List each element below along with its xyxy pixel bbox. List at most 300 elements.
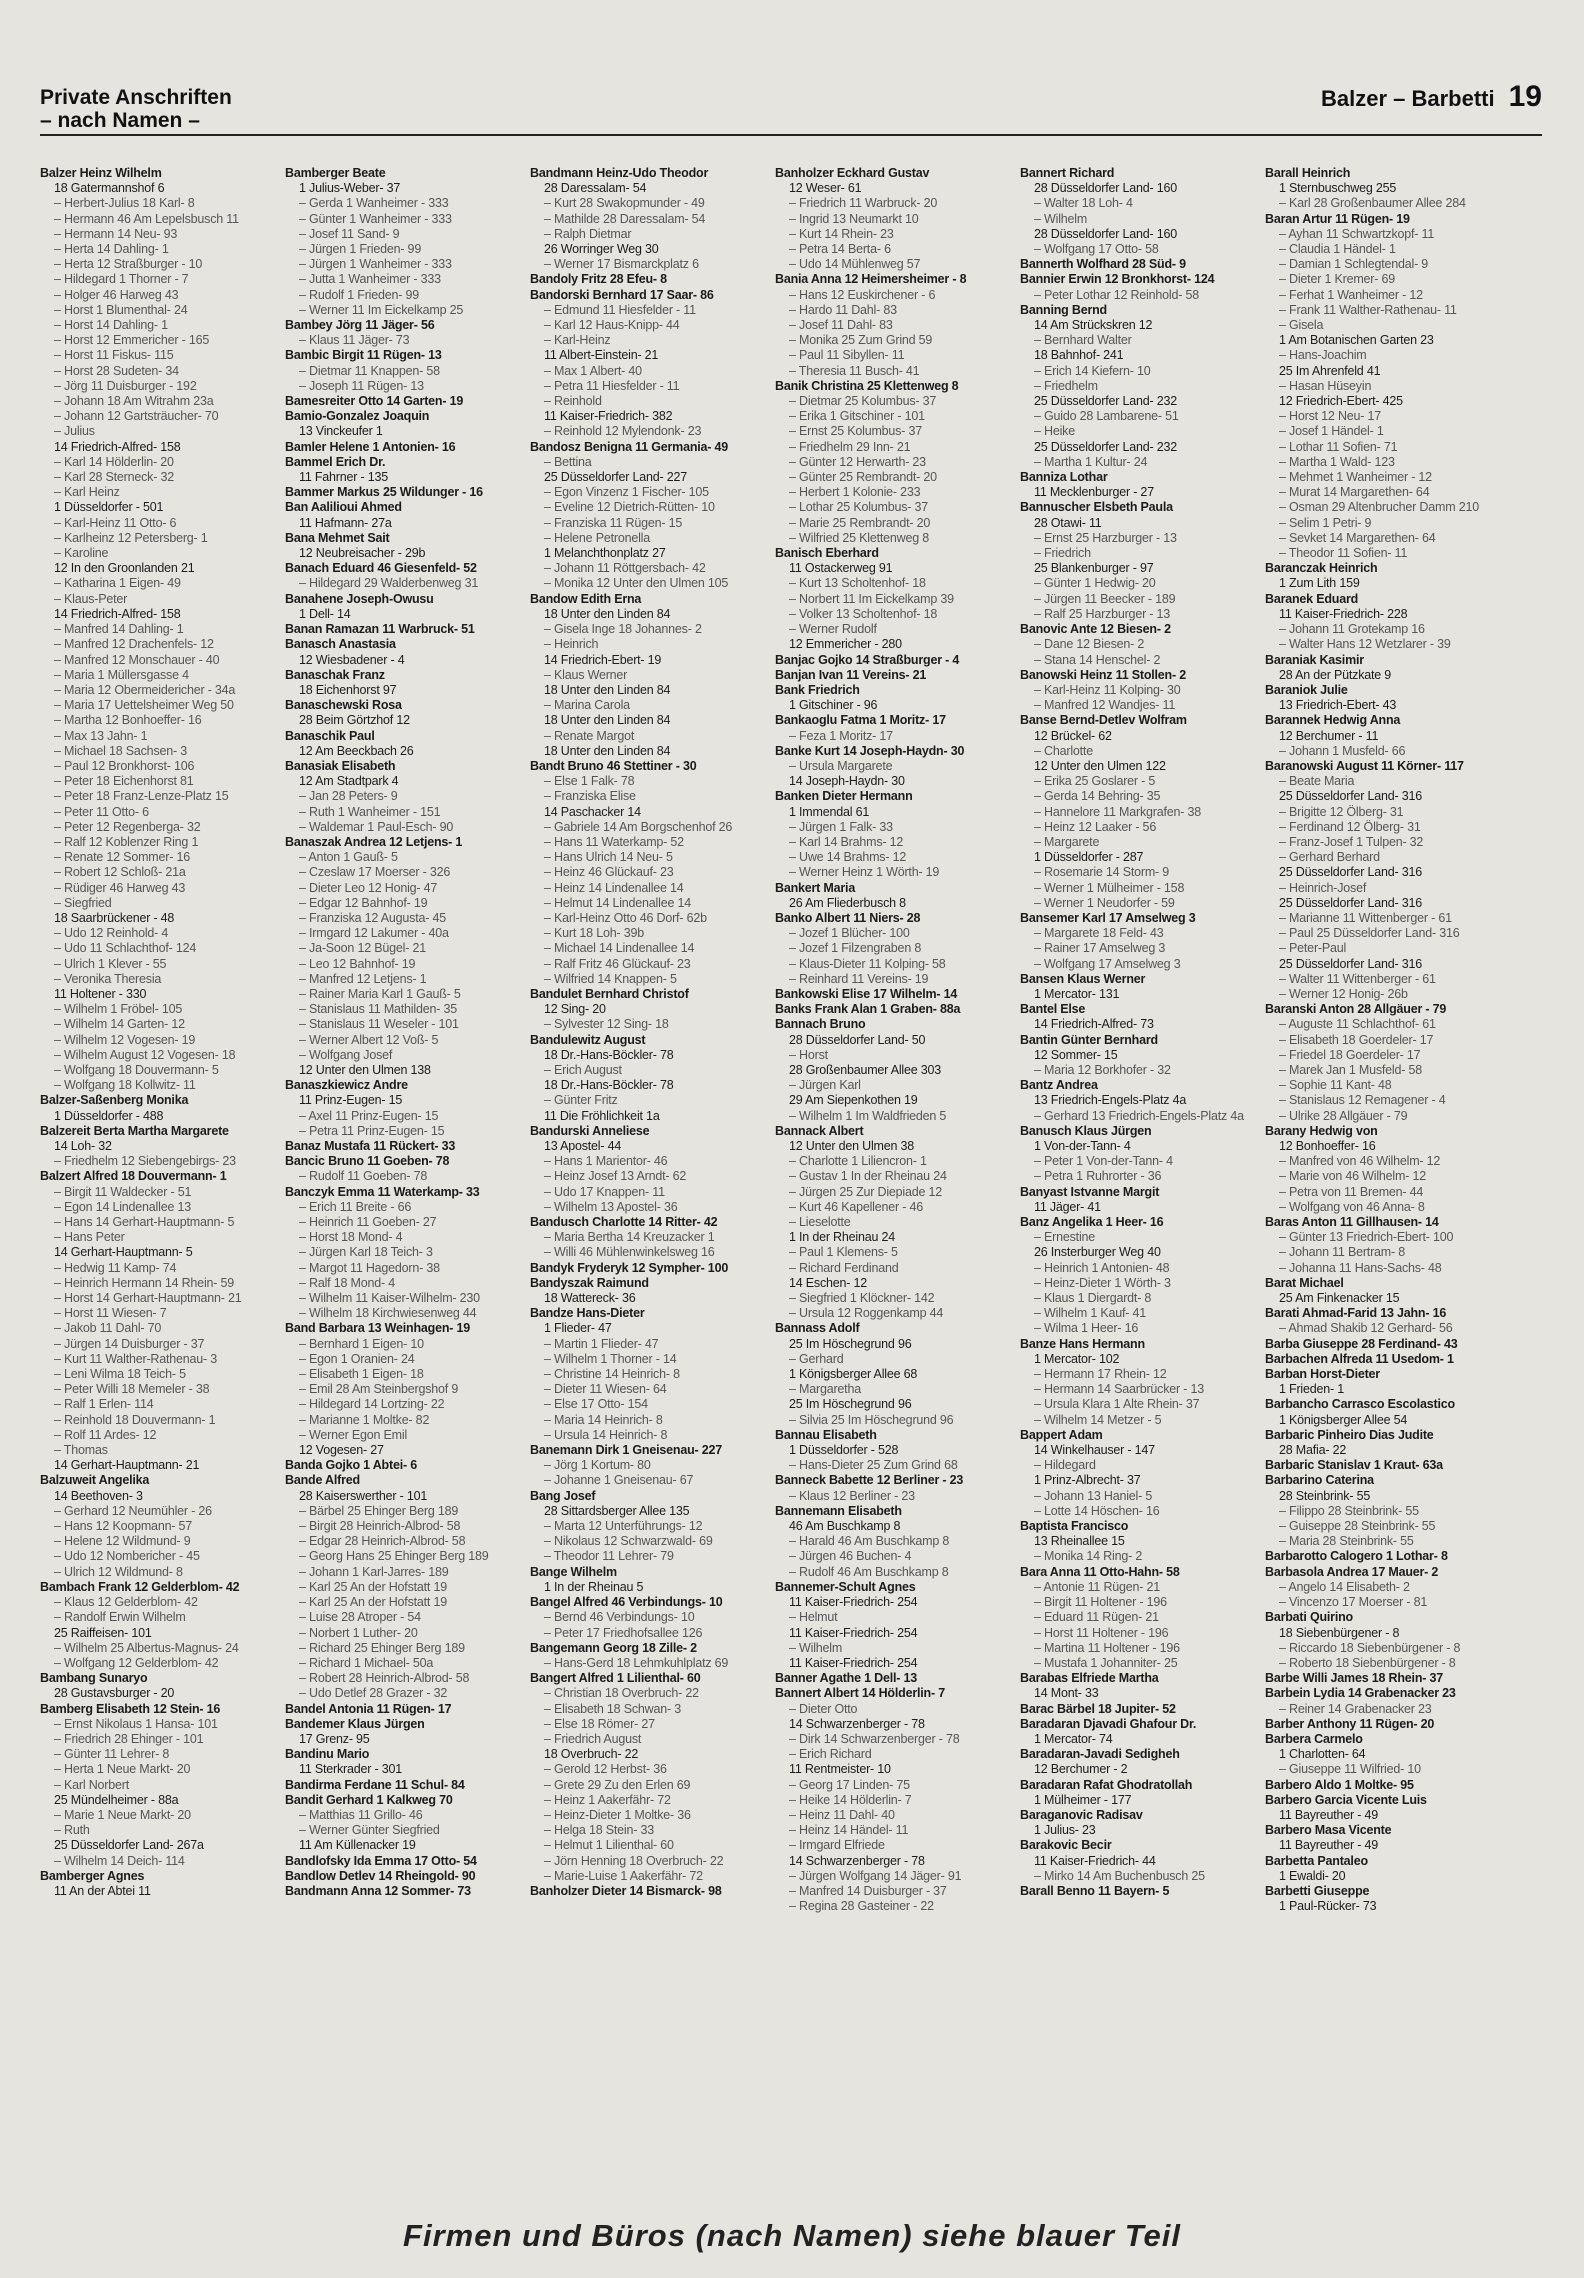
- directory-entry: Banovic Ante 12 Biesen- 2: [1020, 622, 1171, 637]
- directory-entry: – Wilhelm 1 Im Waldfrieden 5: [789, 1108, 947, 1123]
- directory-entry: – Hermann 17 Rhein- 12: [1034, 1367, 1167, 1382]
- directory-entry: – Paul 11 Sibyllen- 11: [789, 348, 905, 363]
- directory-entry: – Michael 18 Sachsen- 3: [54, 743, 187, 758]
- directory-column: [775, 166, 1020, 2206]
- directory-entry: 1 Flieder- 47: [544, 1321, 612, 1336]
- directory-entry: – Karl 12 Haus-Knipp- 44: [544, 318, 680, 333]
- directory-entry: – Jürgen 25 Zur Diepiade 12: [789, 1184, 943, 1199]
- directory-entry: Banjac Gojko 14 Straßburger - 4: [775, 652, 960, 667]
- directory-entry: – Klaus 1 Diergardt- 8: [1034, 1291, 1152, 1306]
- directory-entry: – Werner 11 Im Eickelkamp 25: [299, 302, 464, 317]
- directory-entry: 18 Unter den Linden 84: [544, 606, 671, 621]
- directory-entry: – Margot 11 Hagedorn- 38: [299, 1260, 440, 1275]
- directory-entry: 12 Brückel- 62: [1034, 728, 1112, 743]
- directory-entry: – Theodor 11 Sofien- 11: [1279, 546, 1408, 561]
- directory-entry: – Reinhold 18 Douvermann- 1: [54, 1412, 216, 1427]
- directory-entry: – Udo 11 Schlachthof- 124: [54, 941, 197, 956]
- directory-entry: – Martha 1 Wald- 123: [1279, 454, 1395, 469]
- directory-entry: – Klaus 11 Jäger- 73: [299, 333, 410, 348]
- directory-entry: Bamberger Agnes: [40, 1868, 145, 1883]
- directory-entry: – Ja-Soon 12 Bügel- 21: [299, 941, 426, 956]
- directory-entry: – Sophie 11 Kant- 48: [1279, 1078, 1392, 1093]
- directory-entry: – Manfred 12 Wandjes- 11: [1034, 698, 1176, 713]
- directory-entry: – Hans Ulrich 14 Neu- 5: [544, 850, 673, 865]
- directory-entry: 14 Winkelhauser - 147: [1034, 1443, 1155, 1458]
- directory-entry: Banaschak Franz: [285, 667, 385, 682]
- directory-entry: – Riccardo 18 Siebenbürgener - 8: [1279, 1640, 1461, 1655]
- directory-entry: – Jörg 11 Duisburger - 192: [54, 378, 197, 393]
- directory-entry: 18 Dr.-Hans-Böckler- 78: [544, 1047, 674, 1062]
- directory-entry: – Johann 12 Gartsträucher- 70: [54, 409, 219, 424]
- directory-entry: Barber Anthony 11 Rügen- 20: [1265, 1716, 1435, 1731]
- directory-entry: – Roberto 18 Siebenbürgener - 8: [1279, 1655, 1456, 1670]
- directory-entry: 12 Unter den Ulmen 38: [789, 1139, 915, 1153]
- directory-entry: – Petra 14 Berta- 6: [789, 242, 891, 257]
- directory-entry: 11 Kaiser-Friedrich- 254: [789, 1655, 918, 1670]
- directory-entry: – Else 17 Otto- 154: [544, 1397, 648, 1412]
- directory-entry: 11 Ostackerweg 91: [789, 561, 893, 576]
- directory-entry: Balzer Heinz Wilhelm: [40, 166, 162, 180]
- directory-entry: Bankaoglu Fatma 1 Moritz- 17: [775, 713, 946, 728]
- directory-entry: – Stanislaus 11 Mathilden- 35: [299, 1002, 457, 1017]
- directory-entry: – Silvia 25 Im Höschegrund 96: [789, 1412, 954, 1427]
- directory-entry: – Reinhard 11 Vereins- 19: [789, 971, 929, 986]
- directory-entry: – Hans-Gerd 18 Lehmkuhlplatz 69: [544, 1655, 729, 1670]
- directory-entry: – Udo Detlef 28 Grazer - 32: [299, 1686, 448, 1701]
- directory-entry: 12 Bonhoeffer- 16: [1279, 1139, 1376, 1153]
- directory-entry: – Horst 11 Fiskus- 115: [54, 348, 174, 363]
- directory-entry: – Marianne 1 Moltke- 82: [299, 1412, 430, 1427]
- section-title: [40, 86, 232, 132]
- directory-entry: Bambang Sunaryo: [40, 1671, 148, 1686]
- directory-entry: Banze Hans Hermann: [1020, 1336, 1145, 1351]
- directory-entry: – Edgar 28 Heinrich-Albrod- 58: [299, 1534, 466, 1549]
- directory-entry: Bamler Helene 1 Antonien- 16: [285, 439, 456, 454]
- directory-entry: Bannemer-Schult Agnes: [775, 1579, 916, 1594]
- directory-entry: 25 Düsseldorfer Land- 316: [1279, 956, 1423, 971]
- directory-entry: – Maria 17 Uettelsheimer Weg 50: [54, 698, 234, 713]
- directory-entry: – Ralf Fritz 46 Glückauf- 23: [544, 956, 691, 971]
- directory-entry: – Mehmet 1 Wanheimer - 12: [1279, 470, 1432, 485]
- directory-entry: 1 Düsseldorfer - 528: [789, 1443, 899, 1458]
- directory-entry: – Heinrich-Josef: [1279, 880, 1367, 895]
- directory-entry: 25 Im Höschegrund 96: [789, 1397, 912, 1412]
- directory-entry: – Ferdinand 12 Ölberg- 31: [1279, 819, 1421, 834]
- directory-entry: – Jürgen 14 Duisburger - 37: [54, 1336, 205, 1351]
- directory-entry: 14 Friedrich-Alfred- 158: [54, 606, 181, 621]
- directory-entry: – Friedhelm 12 Siebengebirgs- 23: [54, 1154, 236, 1169]
- directory-entry: – Julius: [54, 424, 95, 439]
- directory-entry: – Günter 1 Wanheimer - 333: [299, 211, 452, 226]
- directory-entry: – Anton 1 Gauß- 5: [299, 850, 398, 865]
- directory-entry: – Hans-Joachim: [1279, 348, 1367, 363]
- directory-entry: – Petra 11 Hiesfelder - 11: [544, 378, 680, 393]
- directory-entry: – Dane 12 Biesen- 2: [1034, 637, 1145, 652]
- directory-entry: Baranczak Heinrich: [1265, 561, 1378, 576]
- directory-entry: Baran Artur 11 Rügen- 19: [1265, 211, 1410, 226]
- directory-entry: 18 Gatermannshof 6: [54, 181, 165, 196]
- directory-entry: Banholzer Eckhard Gustav: [775, 166, 930, 180]
- directory-entry: – Kurt 14 Rhein- 23: [789, 226, 894, 241]
- directory-entry: Barati Ahmad-Farid 13 Jahn- 16: [1265, 1306, 1447, 1321]
- directory-entry: 18 Wattereck- 36: [544, 1291, 636, 1306]
- directory-entry: – Ernestine: [1034, 1230, 1096, 1245]
- directory-entry: Barbachen Alfreda 11 Usedom- 1: [1265, 1351, 1454, 1366]
- directory-entry: – Bernhard Walter: [1034, 333, 1132, 348]
- directory-entry: 18 Dr.-Hans-Böckler- 78: [544, 1078, 674, 1093]
- directory-entry: Banneck Babette 12 Berliner - 23: [775, 1473, 964, 1488]
- directory-entry: – Erika 1 Gitschiner - 101: [789, 409, 925, 424]
- directory-entry: Band Barbara 13 Weinhagen- 19: [285, 1321, 471, 1336]
- directory-entry: – Ulrike 28 Allgäuer - 79: [1279, 1108, 1408, 1123]
- directory-entry: – Helene 12 Wildmund- 9: [54, 1534, 191, 1549]
- directory-entry: 18 Eichenhorst 97: [299, 682, 397, 697]
- directory-entry: 28 Daressalam- 54: [544, 181, 647, 196]
- directory-entry: – Hermann 14 Saarbrücker - 13: [1034, 1382, 1204, 1397]
- directory-entry: Bandmann Anna 12 Sommer- 73: [285, 1883, 471, 1898]
- directory-entry: – Hans 14 Gerhart-Hauptmann- 5: [54, 1215, 235, 1230]
- directory-entry: Bantel Else: [1020, 1002, 1086, 1017]
- directory-entry: – Werner Albert 12 Voß- 5: [299, 1032, 439, 1047]
- directory-entry: – Hardo 11 Dahl- 83: [789, 302, 897, 317]
- directory-entry: – Dieter Leo 12 Honig- 47: [299, 880, 438, 895]
- directory-entry: – Johann 11 Bertram- 8: [1279, 1245, 1405, 1260]
- directory-entry: 28 Kaiserswerther - 101: [299, 1488, 428, 1503]
- directory-entry: 26 Worringer Weg 30: [544, 242, 659, 257]
- directory-entry: – Elisabeth 18 Goerdeler- 17: [1279, 1032, 1434, 1047]
- directory-entry: Banaszak Andrea 12 Letjens- 1: [285, 834, 463, 849]
- directory-entry: Bammer Markus 25 Wildunger - 16: [285, 485, 483, 500]
- directory-entry: – Helmut: [789, 1610, 838, 1625]
- directory-entry: – Erich Richard: [789, 1747, 872, 1762]
- directory-entry: – Ingrid 13 Neumarkt 10: [789, 211, 919, 226]
- directory-entry: – Udo 14 Mühlenweg 57: [789, 257, 921, 272]
- directory-entry: – Walter 11 Wittenberger - 61: [1279, 971, 1436, 986]
- directory-entry: Banniza Lothar: [1020, 470, 1108, 485]
- directory-entry: – Jürgen Wolfgang 14 Jäger- 91: [789, 1868, 962, 1883]
- directory-entry: 1 Prinz-Albrecht- 37: [1034, 1473, 1141, 1488]
- directory-entry: Bania Anna 12 Heimersheimer - 8: [775, 272, 967, 287]
- directory-entry: – Theresia 11 Busch- 41: [789, 363, 920, 378]
- directory-entry: Barbero Garcia Vicente Luis: [1265, 1792, 1427, 1807]
- directory-entry: – Manfred 12 Drachenfels- 12: [54, 637, 214, 652]
- directory-entry: – Jürgen 1 Falk- 33: [789, 819, 893, 834]
- directory-entry: – Auguste 11 Schlachthof- 61: [1279, 1017, 1436, 1032]
- directory-entry: 11 Albert-Einstein- 21: [544, 348, 659, 363]
- directory-entry: Baradaran Djavadi Ghafour Dr.: [1020, 1716, 1197, 1731]
- directory-entry: – Edmund 11 Hiesfelder - 11: [544, 302, 696, 317]
- directory-entry: – Paul 1 Klemens- 5: [789, 1245, 898, 1260]
- directory-entry: Barat Michael: [1265, 1275, 1344, 1290]
- directory-entry: – Vincenzo 17 Moerser - 81: [1279, 1595, 1428, 1610]
- directory-entry: 12 Berchumer - 11: [1279, 728, 1379, 743]
- directory-entry: – Maria 14 Heinrich- 8: [544, 1412, 663, 1427]
- directory-entry: – Johann 11 Grotekamp 16: [1279, 622, 1425, 637]
- directory-entry: – Rosemarie 14 Storm- 9: [1034, 865, 1170, 880]
- directory-entry: 25 Düsseldorfer Land- 316: [1279, 865, 1423, 880]
- footer-note: Firmen und Büros (nach Namen) siehe blauer Teil: [403, 2218, 1181, 2253]
- directory-entry: 11 Die Fröhlichkeit 1a: [544, 1108, 660, 1123]
- directory-entry: 14 Joseph-Haydn- 30: [789, 774, 905, 789]
- directory-entry: Banko Albert 11 Niers- 28: [775, 910, 921, 925]
- directory-entry: 11 Am Küllenacker 19: [299, 1838, 416, 1853]
- directory-entry: – Erich 14 Kiefern- 10: [1034, 363, 1151, 378]
- directory-entry: – Günter Fritz: [544, 1093, 618, 1108]
- directory-entry: 14 Am Strückskren 12: [1034, 318, 1153, 333]
- directory-entry: 12 Vogesen- 27: [299, 1443, 384, 1458]
- directory-entry: Barbaric Pinheiro Dias Judite: [1265, 1427, 1434, 1442]
- directory-entry: – Wolfgang von 46 Anna- 8: [1279, 1199, 1425, 1214]
- directory-entry: Banaschewski Rosa: [285, 698, 402, 713]
- directory-entry: 1 Melanchthonplatz 27: [544, 546, 666, 561]
- directory-entry: – Paul 12 Bronkhorst- 106: [54, 758, 195, 773]
- directory-entry: – Günter 1 Hedwig- 20: [1034, 576, 1156, 591]
- directory-entry: Bamio-Gonzalez Joaquin: [285, 409, 430, 424]
- directory-entry: Bannau Elisabeth: [775, 1427, 877, 1442]
- directory-entry: 14 Schwarzenberger - 78: [789, 1716, 925, 1731]
- directory-entry: 12 Berchumer - 2: [1034, 1762, 1128, 1777]
- directory-entry: – Egon 1 Oranien- 24: [299, 1351, 415, 1366]
- directory-entry: – Matthias 11 Grillo- 46: [299, 1807, 423, 1822]
- directory-entry: – Klaus 12 Berliner - 23: [789, 1488, 915, 1503]
- directory-entry: – Heinz-Dieter 1 Wörth- 3: [1034, 1275, 1171, 1290]
- directory-entry: – Margaretha: [789, 1382, 861, 1397]
- directory-entry: 14 Gerhart-Hauptmann- 21: [54, 1458, 200, 1473]
- directory-entry: Bankert Maria: [775, 880, 856, 895]
- directory-entry: – Birgit 11 Waldecker - 51: [54, 1184, 192, 1199]
- directory-entry: Barabas Elfriede Martha: [1020, 1671, 1159, 1686]
- directory-entry: 1 Julius- 23: [1034, 1823, 1096, 1838]
- directory-entry: Baras Anton 11 Gillhausen- 14: [1265, 1215, 1439, 1230]
- directory-entry: 1 Gitschiner - 96: [789, 698, 878, 713]
- directory-entry: – Maria 12 Borkhofer - 32: [1034, 1062, 1171, 1077]
- directory-entry: 1 In der Rheinau 5: [544, 1579, 644, 1594]
- directory-column: [285, 166, 530, 2206]
- directory-entry: – Johann 1 Karl-Jarres- 189: [299, 1564, 449, 1579]
- directory-entry: – Joseph 11 Rügen- 13: [299, 378, 424, 393]
- directory-entry: Bandusch Charlotte 14 Ritter- 42: [530, 1215, 718, 1230]
- directory-entry: – Marek Jan 1 Musfeld- 58: [1279, 1062, 1422, 1077]
- directory-entry: Banse Bernd-Detlev Wolfram: [1020, 713, 1187, 728]
- directory-entry: – Dieter Otto: [789, 1701, 858, 1716]
- directory-entry: – Luise 28 Atroper - 54: [299, 1610, 421, 1625]
- directory-entry: Bancic Bruno 11 Goeben- 78: [285, 1154, 450, 1169]
- directory-entry: 25 Düsseldorfer Land- 267a: [54, 1838, 204, 1853]
- directory-entry: – Rudolf 1 Frieden- 99: [299, 287, 419, 302]
- directory-entry: Banaszkiewicz Andre: [285, 1078, 408, 1093]
- directory-entry: 28 Düsseldorfer Land- 160: [1034, 226, 1178, 241]
- directory-entry: – Horst 28 Sudeten- 34: [54, 363, 179, 378]
- directory-entry: Barbasola Andrea 17 Mauer- 2: [1265, 1564, 1439, 1579]
- directory-entry: – Giuseppe 11 Wilfried- 10: [1279, 1762, 1421, 1777]
- directory-entry: – Ayhan 11 Schwartzkopf- 11: [1279, 226, 1435, 241]
- directory-entry: 18 Siebenbürgener - 8: [1279, 1625, 1400, 1640]
- directory-entry: – Peter 17 Friedhofsallee 126: [544, 1625, 703, 1640]
- directory-entry: – Monika 14 Ring- 2: [1034, 1549, 1143, 1564]
- directory-entry: Balzer-Saßenberg Monika: [40, 1093, 189, 1108]
- directory-entry: 1 Mülheimer - 177: [1034, 1792, 1132, 1807]
- directory-entry: – Karl 28 Sterneck- 32: [54, 470, 174, 485]
- directory-entry: Barbero Aldo 1 Moltke- 95: [1265, 1777, 1414, 1792]
- directory-entry: – Robert 28 Heinrich-Albrod- 58: [299, 1671, 470, 1686]
- directory-columns: [40, 166, 1544, 2206]
- directory-entry: – Wolfgang 17 Amselweg 3: [1034, 956, 1181, 971]
- directory-entry: 11 Bayreuther - 49: [1279, 1838, 1379, 1853]
- directory-entry: 12 Friedrich-Ebert- 425: [1279, 394, 1403, 409]
- directory-entry: – Ralph Dietmar: [544, 226, 632, 241]
- directory-entry: – Else 1 Falk- 78: [544, 774, 635, 789]
- directory-entry: Barbero Masa Vicente: [1265, 1823, 1392, 1838]
- directory-entry: 28 Beim Görtzhof 12: [299, 713, 410, 728]
- directory-entry: – Hedwig 11 Kamp- 74: [54, 1260, 177, 1275]
- directory-entry: – Ralf 12 Koblenzer Ring 1: [54, 834, 199, 849]
- directory-entry: – Herbert-Julius 18 Karl- 8: [54, 196, 195, 211]
- directory-entry: – Claudia 1 Händel- 1: [1279, 242, 1396, 257]
- directory-entry: – Axel 11 Prinz-Eugen- 15: [299, 1108, 439, 1123]
- directory-entry: – Wolfgang 18 Kollwitz- 11: [54, 1078, 196, 1093]
- page-number: 19: [1508, 80, 1542, 113]
- directory-entry: Banjan Ivan 11 Vereins- 21: [775, 667, 927, 682]
- directory-entry: Banusch Klaus Jürgen: [1020, 1123, 1152, 1138]
- directory-entry: Barall Benno 11 Bayern- 5: [1020, 1883, 1170, 1898]
- directory-entry: – Karl-Heinz Otto 46 Dorf- 62b: [544, 910, 707, 925]
- directory-entry: Barbati Quirino: [1265, 1610, 1353, 1625]
- directory-entry: Barany Hedwig von: [1265, 1123, 1378, 1138]
- directory-entry: – Ursula 14 Heinrich- 8: [544, 1427, 668, 1442]
- directory-entry: – Jutta 1 Wanheimer - 333: [299, 272, 441, 287]
- directory-entry: – Norbert 11 Im Eickelkamp 39: [789, 591, 954, 606]
- directory-entry: – Karl 25 An der Hofstatt 19: [299, 1579, 447, 1594]
- directory-entry: – Gabriele 14 Am Borgschenhof 26: [544, 819, 733, 834]
- directory-entry: – Maria 28 Steinbrink- 55: [1279, 1534, 1414, 1549]
- directory-entry: – Manfred 14 Dahling- 1: [54, 622, 184, 637]
- directory-entry: – Johann 18 Am Witrahm 23a: [54, 394, 214, 409]
- directory-entry: – Werner Heinz 1 Wörth- 19: [789, 865, 940, 880]
- directory-entry: – Werner 1 Neudorfer - 59: [1034, 895, 1175, 910]
- directory-entry: – Heinrich: [544, 637, 599, 652]
- directory-entry: – Christian 18 Overbruch- 22: [544, 1686, 699, 1701]
- directory-entry: 26 Am Fliederbusch 8: [789, 895, 906, 910]
- directory-entry: – Karl-Heinz: [544, 333, 611, 348]
- directory-entry: Banasch Anastasia: [285, 637, 396, 652]
- directory-entry: – Max 1 Albert- 40: [544, 363, 642, 378]
- directory-entry: – Michael 14 Lindenallee 14: [544, 941, 695, 956]
- directory-entry: – Jörn Henning 18 Overbruch- 22: [544, 1853, 724, 1868]
- directory-entry: 1 Königsberger Allee 68: [789, 1367, 918, 1382]
- directory-entry: – Heinrich 1 Antonien- 48: [1034, 1260, 1170, 1275]
- directory-entry: Banz Angelika 1 Heer- 16: [1020, 1215, 1164, 1230]
- directory-entry: – Friedrich: [1034, 546, 1091, 561]
- directory-entry: Banaschik Paul: [285, 728, 375, 743]
- directory-entry: Banholzer Dieter 14 Bismarck- 98: [530, 1883, 722, 1898]
- directory-entry: 18 Saarbrückener - 48: [54, 910, 175, 925]
- directory-entry: Banning Bernd: [1020, 302, 1107, 317]
- directory-entry: – Marina Carola: [544, 698, 630, 713]
- directory-entry: – Harald 46 Am Buschkamp 8: [789, 1534, 950, 1549]
- directory-entry: – Herta 14 Dahling- 1: [54, 242, 169, 257]
- directory-entry: – Herbert 1 Kolonie- 233: [789, 485, 921, 500]
- directory-entry: 25 Blankenburger - 97: [1034, 561, 1154, 576]
- directory-entry: 1 Königsberger Allee 54: [1279, 1412, 1408, 1427]
- directory-entry: – Wilhelm 13 Apostel- 36: [544, 1199, 678, 1214]
- directory-entry: – Irmgard 12 Lakumer - 40a: [299, 926, 449, 941]
- directory-entry: – Hans 11 Waterkamp- 52: [544, 834, 684, 849]
- directory-entry: Bande Alfred: [285, 1473, 360, 1488]
- directory-entry: – Else 18 Römer- 27: [544, 1716, 655, 1731]
- directory-entry: – Ralf 25 Harzburger - 13: [1034, 606, 1171, 621]
- directory-entry: Ban Aalilioui Ahmed: [285, 500, 402, 515]
- directory-entry: 12 Unter den Ulmen 122: [1034, 758, 1166, 773]
- directory-entry: 1 Immendal 61: [789, 804, 870, 819]
- directory-entry: 25 Düsseldorfer Land- 316: [1279, 789, 1423, 804]
- directory-entry: – Horst 14 Dahling- 1: [54, 318, 168, 333]
- directory-entry: – Kurt 18 Loh- 39b: [544, 926, 644, 941]
- directory-entry: – Heinz-Dieter 1 Moltke- 36: [544, 1807, 691, 1822]
- directory-entry: – Erich August: [544, 1062, 622, 1077]
- directory-entry: Banyast Istvanne Margit: [1020, 1184, 1160, 1199]
- directory-entry: Bannert Richard: [1020, 166, 1115, 180]
- directory-entry: – Elisabeth 18 Schwan- 3: [544, 1701, 681, 1716]
- directory-entry: – Uwe 14 Brahms- 12: [789, 850, 907, 865]
- directory-entry: – Werner 12 Honig- 26b: [1279, 986, 1408, 1001]
- directory-entry: 1 Düsseldorfer - 488: [54, 1108, 164, 1123]
- directory-entry: – Angelo 14 Elisabeth- 2: [1279, 1579, 1410, 1594]
- directory-entry: – Marie-Luise 1 Aakerfähr- 72: [544, 1868, 703, 1883]
- directory-entry: – Stana 14 Henschel- 2: [1034, 652, 1161, 667]
- directory-entry: – Birgit 11 Holtener - 196: [1034, 1595, 1167, 1610]
- directory-entry: 14 Friedrich-Alfred- 158: [54, 439, 181, 454]
- directory-entry: Bank Friedrich: [775, 682, 860, 697]
- directory-entry: – Karl Heinz: [54, 485, 120, 500]
- directory-entry: 13 Friedrich-Ebert- 43: [1279, 698, 1397, 713]
- directory-entry: – Maria 1 Müllersgasse 4: [54, 667, 189, 682]
- directory-entry: – Erika 25 Goslarer - 5: [1034, 774, 1156, 789]
- directory-entry: 12 Sing- 20: [544, 1002, 606, 1017]
- directory-entry: – Günter 12 Herwarth- 23: [789, 454, 926, 469]
- directory-entry: Baranowski August 11 Körner- 117: [1265, 758, 1464, 773]
- directory-entry: – Ruth 1 Wanheimer - 151: [299, 804, 441, 819]
- directory-entry: Barbaric Stanislav 1 Kraut- 63a: [1265, 1458, 1443, 1473]
- directory-entry: 1 Düsseldorfer - 287: [1034, 850, 1144, 865]
- directory-entry: – Stanislaus 12 Remagener - 4: [1279, 1093, 1446, 1108]
- directory-entry: – Volker 13 Scholtenhof- 18: [789, 606, 938, 621]
- directory-entry: – Horst 1 Blumenthal- 24: [54, 302, 188, 317]
- directory-entry: 11 Jäger- 41: [1034, 1199, 1101, 1214]
- directory-entry: – Ruth: [54, 1823, 90, 1838]
- directory-entry: Bange Wilhelm: [530, 1564, 617, 1579]
- directory-entry: – Petra 1 Ruhrorter - 36: [1034, 1169, 1162, 1184]
- directory-entry: – Karl 14 Hölderlin- 20: [54, 454, 174, 469]
- directory-entry: 28 Sittardsberger Allee 135: [544, 1503, 690, 1518]
- directory-entry: – Peter-Paul: [1279, 941, 1347, 956]
- directory-entry: – Eveline 12 Dietrich-Rütten- 10: [544, 500, 715, 515]
- directory-entry: – Erich 11 Breite - 66: [299, 1199, 412, 1214]
- directory-entry: 18 Overbruch- 22: [544, 1747, 639, 1762]
- directory-entry: – Dietmar 25 Kolumbus- 37: [789, 394, 937, 409]
- directory-entry: 28 Mafia- 22: [1279, 1443, 1347, 1458]
- directory-entry: – Marie 25 Rembrandt- 20: [789, 515, 931, 530]
- directory-entry: – Johann 13 Haniel- 5: [1034, 1488, 1153, 1503]
- directory-entry: 14 Paschacker 14: [544, 804, 641, 819]
- section-title-line2: – nach Namen –: [40, 109, 200, 132]
- directory-entry: – Guido 28 Lambarene- 51: [1034, 409, 1179, 424]
- directory-entry: Barbetti Giuseppe: [1265, 1883, 1370, 1898]
- directory-entry: – Heinz 14 Lindenallee 14: [544, 880, 684, 895]
- directory-entry: – Hans 12 Euskirchener - 6: [789, 287, 936, 302]
- directory-entry: 28 Großenbaumer Allee 303: [789, 1062, 942, 1077]
- directory-entry: – Georg Hans 25 Ehinger Berg 189: [299, 1549, 489, 1564]
- directory-entry: 14 Beethoven- 3: [54, 1488, 143, 1503]
